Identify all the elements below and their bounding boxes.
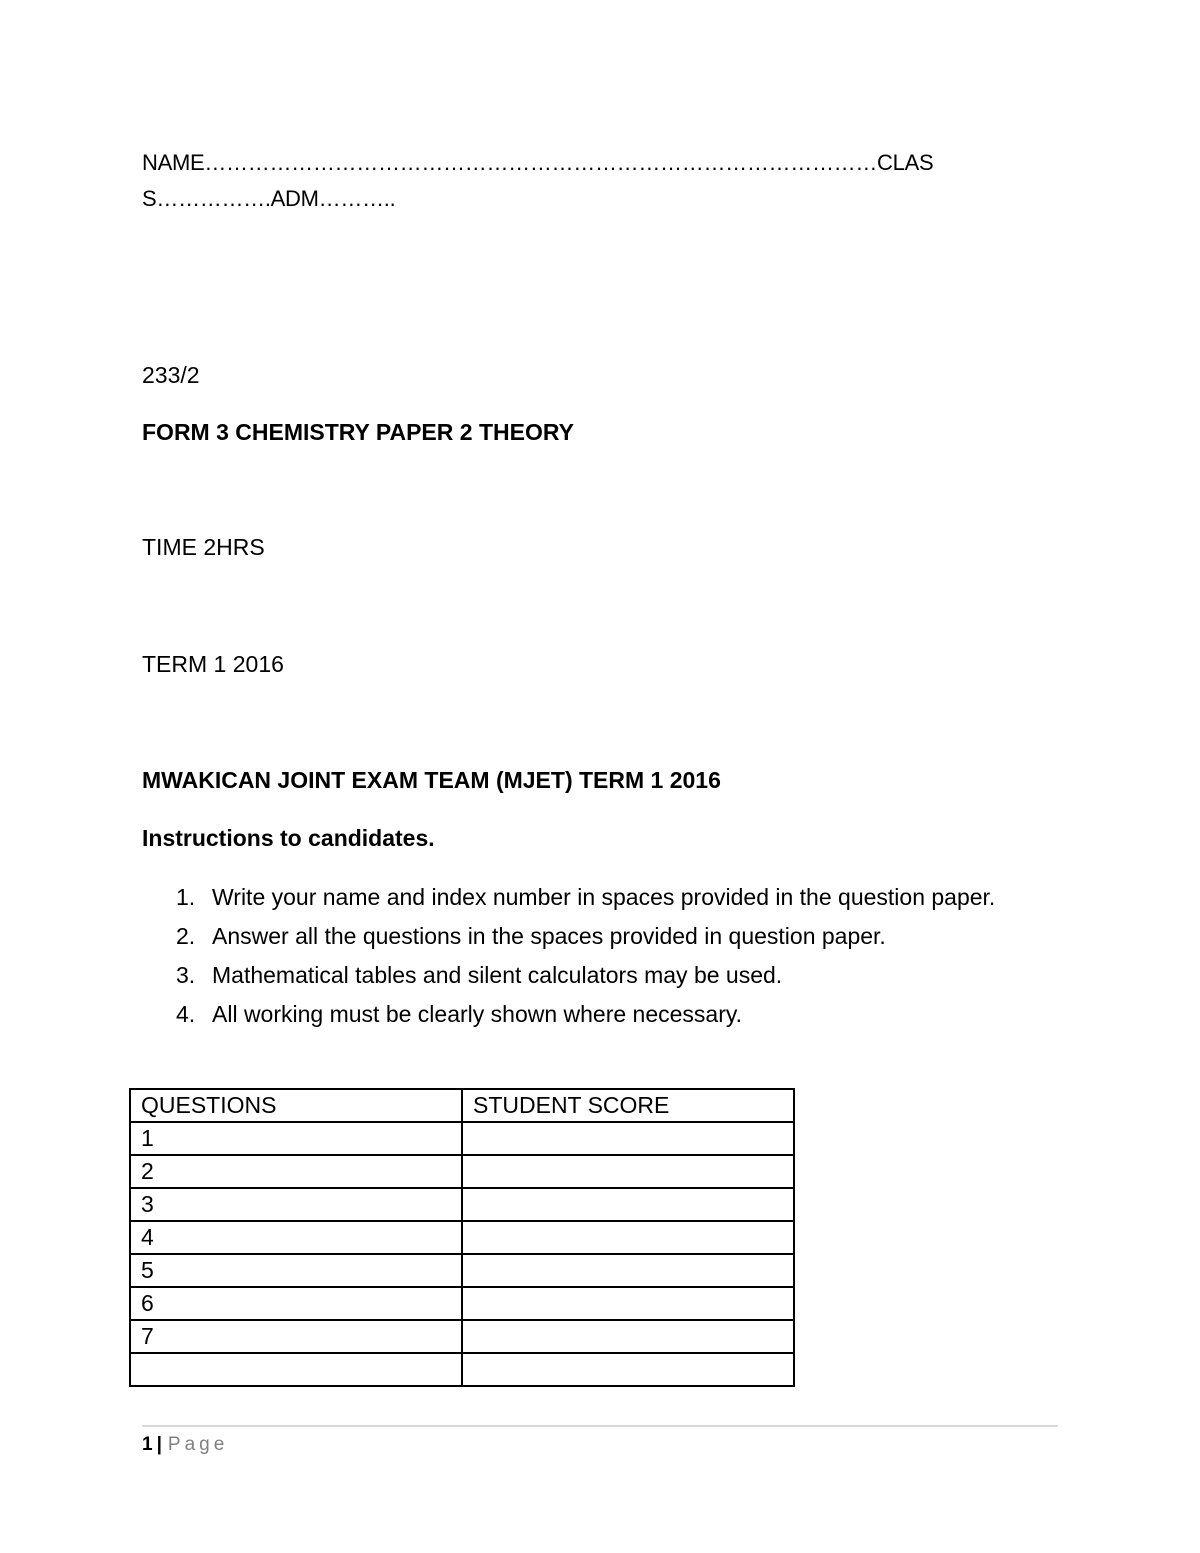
score-cell bbox=[462, 1320, 794, 1353]
score-cell bbox=[462, 1155, 794, 1188]
instruction-text: Answer all the questions in the spaces provided in question paper. bbox=[212, 923, 886, 949]
table-row bbox=[130, 1353, 794, 1386]
instruction-item bbox=[142, 878, 1022, 917]
table-row bbox=[130, 1221, 794, 1254]
paper-code: 233/2 bbox=[142, 362, 200, 388]
table-header-row bbox=[130, 1089, 794, 1122]
instructions-heading: Instructions to candidates. bbox=[142, 825, 435, 851]
header-questions: QUESTIONS bbox=[130, 1089, 462, 1122]
exam-team: MWAKICAN JOINT EXAM TEAM (MJET) TERM 1 2016 bbox=[142, 767, 721, 793]
table-row bbox=[130, 1254, 794, 1287]
question-number-cell: 7 bbox=[130, 1320, 462, 1353]
footer-divider bbox=[142, 1425, 1058, 1427]
question-number-cell: 6 bbox=[130, 1287, 462, 1320]
footer-separator: | bbox=[156, 1434, 162, 1455]
question-number-cell: 3 bbox=[130, 1188, 462, 1221]
header-student-score: STUDENT SCORE bbox=[462, 1089, 794, 1122]
table-row bbox=[130, 1320, 794, 1353]
total-score-cell bbox=[462, 1353, 794, 1386]
table-row bbox=[130, 1122, 794, 1155]
score-cell bbox=[462, 1122, 794, 1155]
score-table bbox=[129, 1088, 795, 1387]
paper-title: FORM 3 CHEMISTRY PAPER 2 THEORY bbox=[142, 419, 574, 445]
name-class-adm-line: NAME…………………………………………………………………………………CLASS…………….ADM……….. bbox=[142, 150, 934, 211]
instruction-text: Mathematical tables and silent calculators may be used. bbox=[212, 962, 783, 988]
total-label-cell bbox=[130, 1353, 462, 1386]
instruction-number: 1. bbox=[176, 884, 196, 910]
instruction-text: All working must be clearly shown where necessary. bbox=[212, 1001, 743, 1027]
question-number-cell: 4 bbox=[130, 1221, 462, 1254]
instruction-item bbox=[142, 917, 1022, 956]
instruction-number: 4. bbox=[176, 1001, 196, 1027]
instruction-item bbox=[142, 995, 1022, 1034]
exam-term: TERM 1 2016 bbox=[142, 651, 284, 677]
question-number-cell: 2 bbox=[130, 1155, 462, 1188]
score-cell bbox=[462, 1221, 794, 1254]
instructions-list bbox=[142, 878, 1022, 1034]
question-number-cell: 1 bbox=[130, 1122, 462, 1155]
score-cell bbox=[462, 1254, 794, 1287]
score-cell bbox=[462, 1287, 794, 1320]
score-cell bbox=[462, 1188, 794, 1221]
instruction-number: 2. bbox=[176, 923, 196, 949]
page-number: 1 bbox=[142, 1434, 153, 1455]
exam-time: TIME 2HRS bbox=[142, 534, 265, 560]
instruction-item bbox=[142, 956, 1022, 995]
question-number-cell: 5 bbox=[130, 1254, 462, 1287]
table-row bbox=[130, 1155, 794, 1188]
instruction-number: 3. bbox=[176, 962, 196, 988]
page-label: Page bbox=[167, 1434, 229, 1455]
instruction-text: Write your name and index number in spaces provided in the question paper. bbox=[212, 884, 996, 910]
table-row bbox=[130, 1188, 794, 1221]
page-footer bbox=[142, 1432, 228, 1458]
table-row bbox=[130, 1287, 794, 1320]
